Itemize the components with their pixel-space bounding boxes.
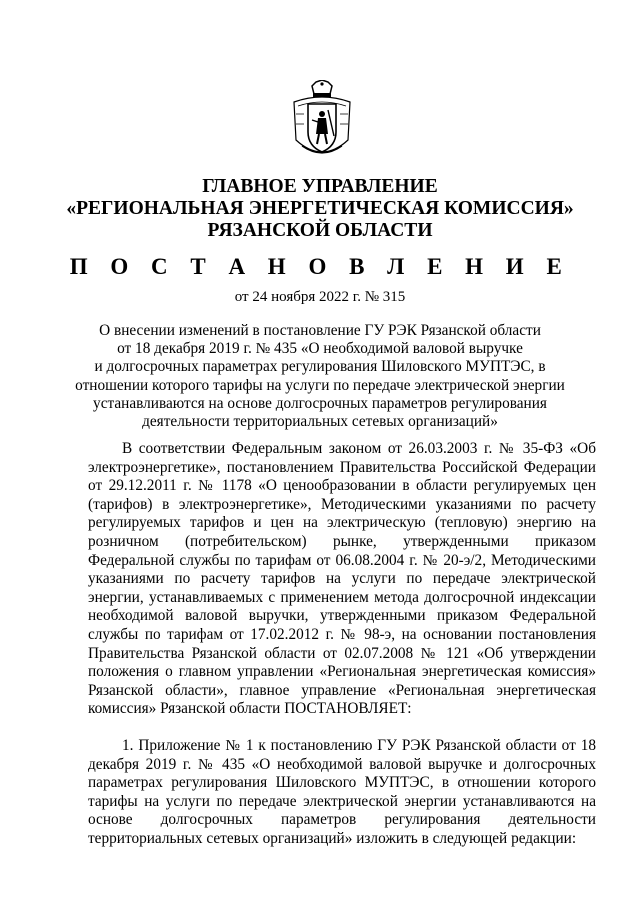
- document-type-title: П О С Т А Н О В Л Е Н И Е: [69, 254, 571, 279]
- document-body: [88, 440, 596, 848]
- agency-line-3: РЯЗАНСКОЙ ОБЛАСТИ: [207, 220, 433, 241]
- document-subject: [60, 322, 580, 431]
- preamble-paragraph: В соответствии Федеральным законом от 26.03.2003 г. № 35-ФЗ «Об электроэнергетике», постановлением Правительства Российской Федерации от 29.12.2011 г. № 1178 «О ценообразовании в области регулируемых цен (тарифов) в электроэнергетике», Методическими указаниями по расчету регулируемых тарифов и цен на электрическую (тепловую) энергию на розничном (потребительском) рынке, утвержденными приказом Федеральной службы по тарифам от 06.08.2004 г. № 20-э/2, Методическими указаниями по расчету тарифов на услуги по передаче электрической энергии, устанавливаемых с применением метода долгосрочной индексации необходимой валовой выручки, утвержденными приказом Федеральной службы по тарифам от 17.02.2012 г. № 98-э, на основании постановления Правительства Рязанской области от 02.07.2008 № 121 «Об утверждении положения о главном управлении «Региональная энергетическая комиссия» Рязанской области», главное управление «Региональная энергетическая комиссия» Рязанской области ПОСТАНОВЛЯЕТ:: [88, 440, 596, 718]
- subject-line-6: деятельности территориальных сетевых организаций»: [142, 413, 498, 431]
- subject-line-3: и долгосрочных параметрах регулирования Шиловского МУПТЭС, в: [94, 358, 546, 376]
- subject-line-2: от 18 декабря 2019 г. № 435 «О необходимой валовой выручке: [117, 340, 523, 358]
- item-1-paragraph: 1. Приложение № 1 к постановлению ГУ РЭК Рязанской области от 18 декабря 2019 г. № 435 «О необходимой валовой выручке и долгосрочных параметрах регулирования Шиловского МУПТЭС, в отношении которого тарифы на услуги по передаче электрической энергии устанавливаются на основе долгосрочных параметров регулирования деятельности территориальных сетевых организаций» изложить в следующей редакции:: [88, 736, 596, 847]
- agency-line-1: ГЛАВНОЕ УПРАВЛЕНИЕ: [202, 176, 438, 197]
- document-date-number: от 24 ноября 2022 г. № 315: [234, 289, 406, 305]
- subject-line-5: устанавливаются на основе долгосрочных параметров регулирования: [93, 394, 547, 412]
- subject-line-1: О внесении изменений в постановление ГУ РЭК Рязанской области: [99, 322, 541, 339]
- agency-line-2: «РЕГИОНАЛЬНАЯ ЭНЕРГЕТИЧЕСКАЯ КОМИССИЯ»: [66, 198, 574, 219]
- coat-of-arms-emblem: [290, 80, 354, 162]
- subject-line-4: отношении которого тарифы на услуги по передаче электрической энергии: [75, 376, 565, 394]
- agency-name: [40, 176, 600, 242]
